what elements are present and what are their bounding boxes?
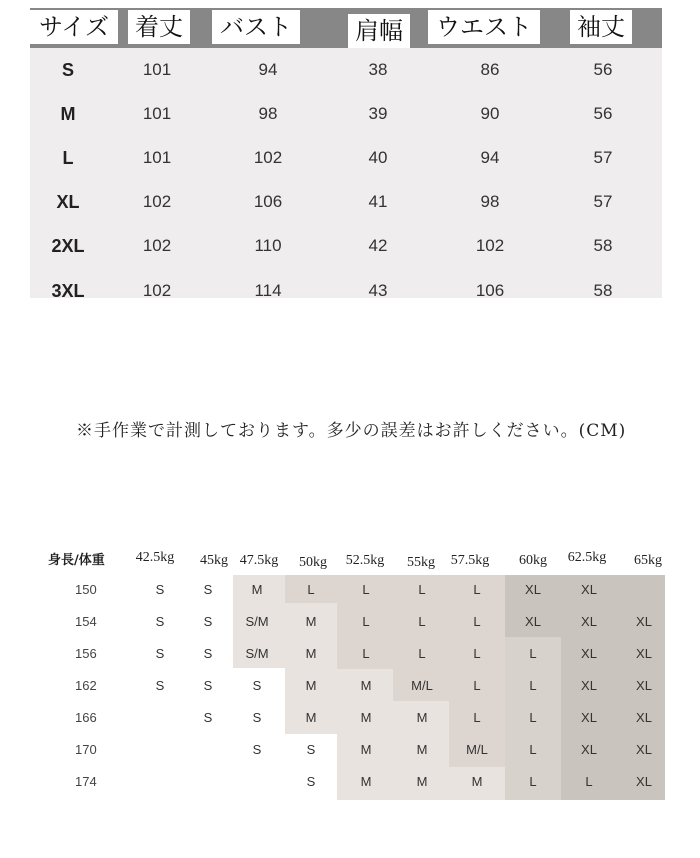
size-cell: M: [360, 678, 372, 693]
cell-sleeve: 57: [593, 192, 613, 211]
cell-waist: 102: [475, 236, 505, 255]
size-cell: L: [529, 742, 537, 757]
size-cell: M: [360, 710, 372, 725]
cell-shoulder: 39: [368, 104, 388, 123]
size-cell: S/M: [245, 646, 269, 661]
size-cell: XL: [581, 646, 597, 661]
weight-header: 45kg: [200, 553, 228, 568]
size-cell: M/L: [466, 742, 488, 757]
height-label: 156: [75, 646, 97, 661]
cell-waist: 90: [480, 104, 500, 123]
size-cell: XL: [636, 742, 652, 757]
weight-header: 42.5kg: [135, 550, 175, 565]
size-table-header: [30, 8, 662, 48]
weight-header: 60kg: [519, 553, 547, 568]
size-cell: L: [418, 614, 426, 629]
size-cell: M: [305, 646, 317, 661]
cell-length: 102: [142, 281, 172, 300]
header-sleeve: 袖丈: [570, 10, 632, 44]
weight-header: 62.5kg: [567, 550, 607, 565]
cell-bust: 110: [254, 236, 282, 255]
size-cell: XL: [636, 614, 652, 629]
size-cell: XL: [581, 678, 597, 693]
cell-size: XL: [56, 192, 80, 212]
header-size: サイズ: [30, 10, 118, 44]
size-cell: M: [416, 710, 428, 725]
size-cell: L: [529, 710, 537, 725]
size-cell: XL: [581, 742, 597, 757]
size-cell: XL: [581, 582, 597, 597]
size-cell: M/L: [411, 678, 433, 693]
size-cell: L: [473, 646, 481, 661]
size-cell: M: [416, 742, 428, 757]
size-cell: S: [155, 614, 165, 629]
size-cell: XL: [525, 614, 541, 629]
cell-length: 101: [142, 148, 172, 167]
size-cell: XL: [636, 646, 652, 661]
size-cell: S: [155, 678, 165, 693]
size-cell: S: [252, 742, 262, 757]
size-cell: S: [306, 774, 316, 789]
height-label: 174: [75, 774, 97, 789]
size-cell: S: [155, 646, 165, 661]
height-label: 170: [75, 742, 97, 757]
header-waist: ウエスト: [428, 10, 540, 44]
size-cell: S: [252, 710, 262, 725]
size-cell: S: [203, 614, 213, 629]
size-cell: M: [305, 614, 317, 629]
cell-length: 101: [142, 104, 172, 123]
cell-bust: 114: [254, 281, 282, 300]
size-cell: M: [305, 710, 317, 725]
cell-length: 101: [142, 60, 172, 79]
cell-size: 3XL: [51, 281, 85, 301]
size-cell: L: [473, 678, 481, 693]
size-cell: L: [585, 774, 593, 789]
size-cell: L: [307, 582, 315, 597]
cell-waist: 94: [480, 148, 500, 167]
size-cell: M: [305, 678, 317, 693]
weight-header: 47.5kg: [239, 553, 279, 568]
height-label: 166: [75, 710, 97, 725]
cell-length: 102: [142, 192, 172, 211]
header-length: 着丈: [128, 10, 190, 44]
size-cell: S: [306, 742, 316, 757]
size-cell: XL: [636, 774, 652, 789]
size-cell: XL: [525, 582, 541, 597]
height-label: 150: [75, 582, 97, 597]
cell-size: L: [62, 148, 74, 168]
cell-waist: 86: [480, 60, 500, 79]
size-cell: L: [473, 710, 481, 725]
weight-header: 65kg: [634, 553, 662, 568]
size-cell: M: [360, 774, 372, 789]
header-shoulder: 肩幅: [348, 14, 410, 48]
cell-shoulder: 38: [368, 60, 388, 79]
size-cell: S: [203, 710, 213, 725]
cell-bust: 106: [253, 192, 283, 211]
cell-sleeve: 58: [593, 236, 613, 255]
cell-bust: 102: [253, 148, 283, 167]
size-cell: XL: [581, 614, 597, 629]
size-cell: XL: [581, 710, 597, 725]
cell-sleeve: 57: [593, 148, 613, 167]
measurement-note: ※手作業で計測しております。多少の誤差はお許しください。(CM): [76, 421, 627, 441]
size-table-body: [30, 48, 662, 298]
cell-shoulder: 42: [368, 236, 388, 255]
cell-shoulder: 41: [368, 192, 388, 211]
weight-header: 52.5kg: [345, 553, 385, 568]
size-cell: L: [362, 582, 370, 597]
size-cell: M: [360, 742, 372, 757]
size-cell: L: [362, 646, 370, 661]
size-table: [30, 8, 662, 298]
size-cell: S/M: [245, 614, 269, 629]
cell-size: S: [61, 60, 75, 80]
size-cell: L: [473, 582, 481, 597]
size-cell: S: [155, 582, 165, 597]
weight-header: 50kg: [299, 555, 327, 570]
cell-size: 2XL: [51, 236, 85, 256]
cell-size: M: [60, 104, 76, 124]
cell-length: 102: [142, 236, 172, 255]
weight-header: 57.5kg: [450, 553, 490, 568]
size-cell: S: [252, 678, 262, 693]
size-cell: L: [418, 582, 426, 597]
size-cell: S: [203, 582, 213, 597]
height-label: 162: [75, 678, 97, 693]
size-cell: XL: [636, 710, 652, 725]
cell-waist: 98: [480, 192, 500, 211]
cell-sleeve: 58: [593, 281, 613, 300]
weight-header: 55kg: [407, 555, 435, 570]
size-cell: L: [362, 614, 370, 629]
cell-shoulder: 43: [368, 281, 388, 300]
corner-label: 身長/体重: [48, 553, 105, 568]
height-label: 154: [75, 614, 97, 629]
size-cell: L: [529, 774, 537, 789]
cell-bust: 98: [258, 104, 278, 123]
header-bust: バスト: [212, 10, 300, 44]
size-cell: S: [203, 646, 213, 661]
size-cell: S: [203, 678, 213, 693]
size-cell: L: [529, 646, 537, 661]
size-cell: L: [418, 646, 426, 661]
cell-waist: 106: [475, 281, 505, 300]
size-cell: L: [473, 614, 481, 629]
size-cell: L: [529, 678, 537, 693]
size-cell: M: [471, 774, 483, 789]
shade-ml-block: [393, 669, 505, 701]
size-cell: XL: [636, 678, 652, 693]
size-cell: M: [251, 582, 263, 597]
cell-shoulder: 40: [368, 148, 388, 167]
cell-bust: 94: [258, 60, 278, 79]
cell-sleeve: 56: [593, 60, 613, 79]
cell-sleeve: 56: [593, 104, 613, 123]
size-cell: M: [416, 774, 428, 789]
